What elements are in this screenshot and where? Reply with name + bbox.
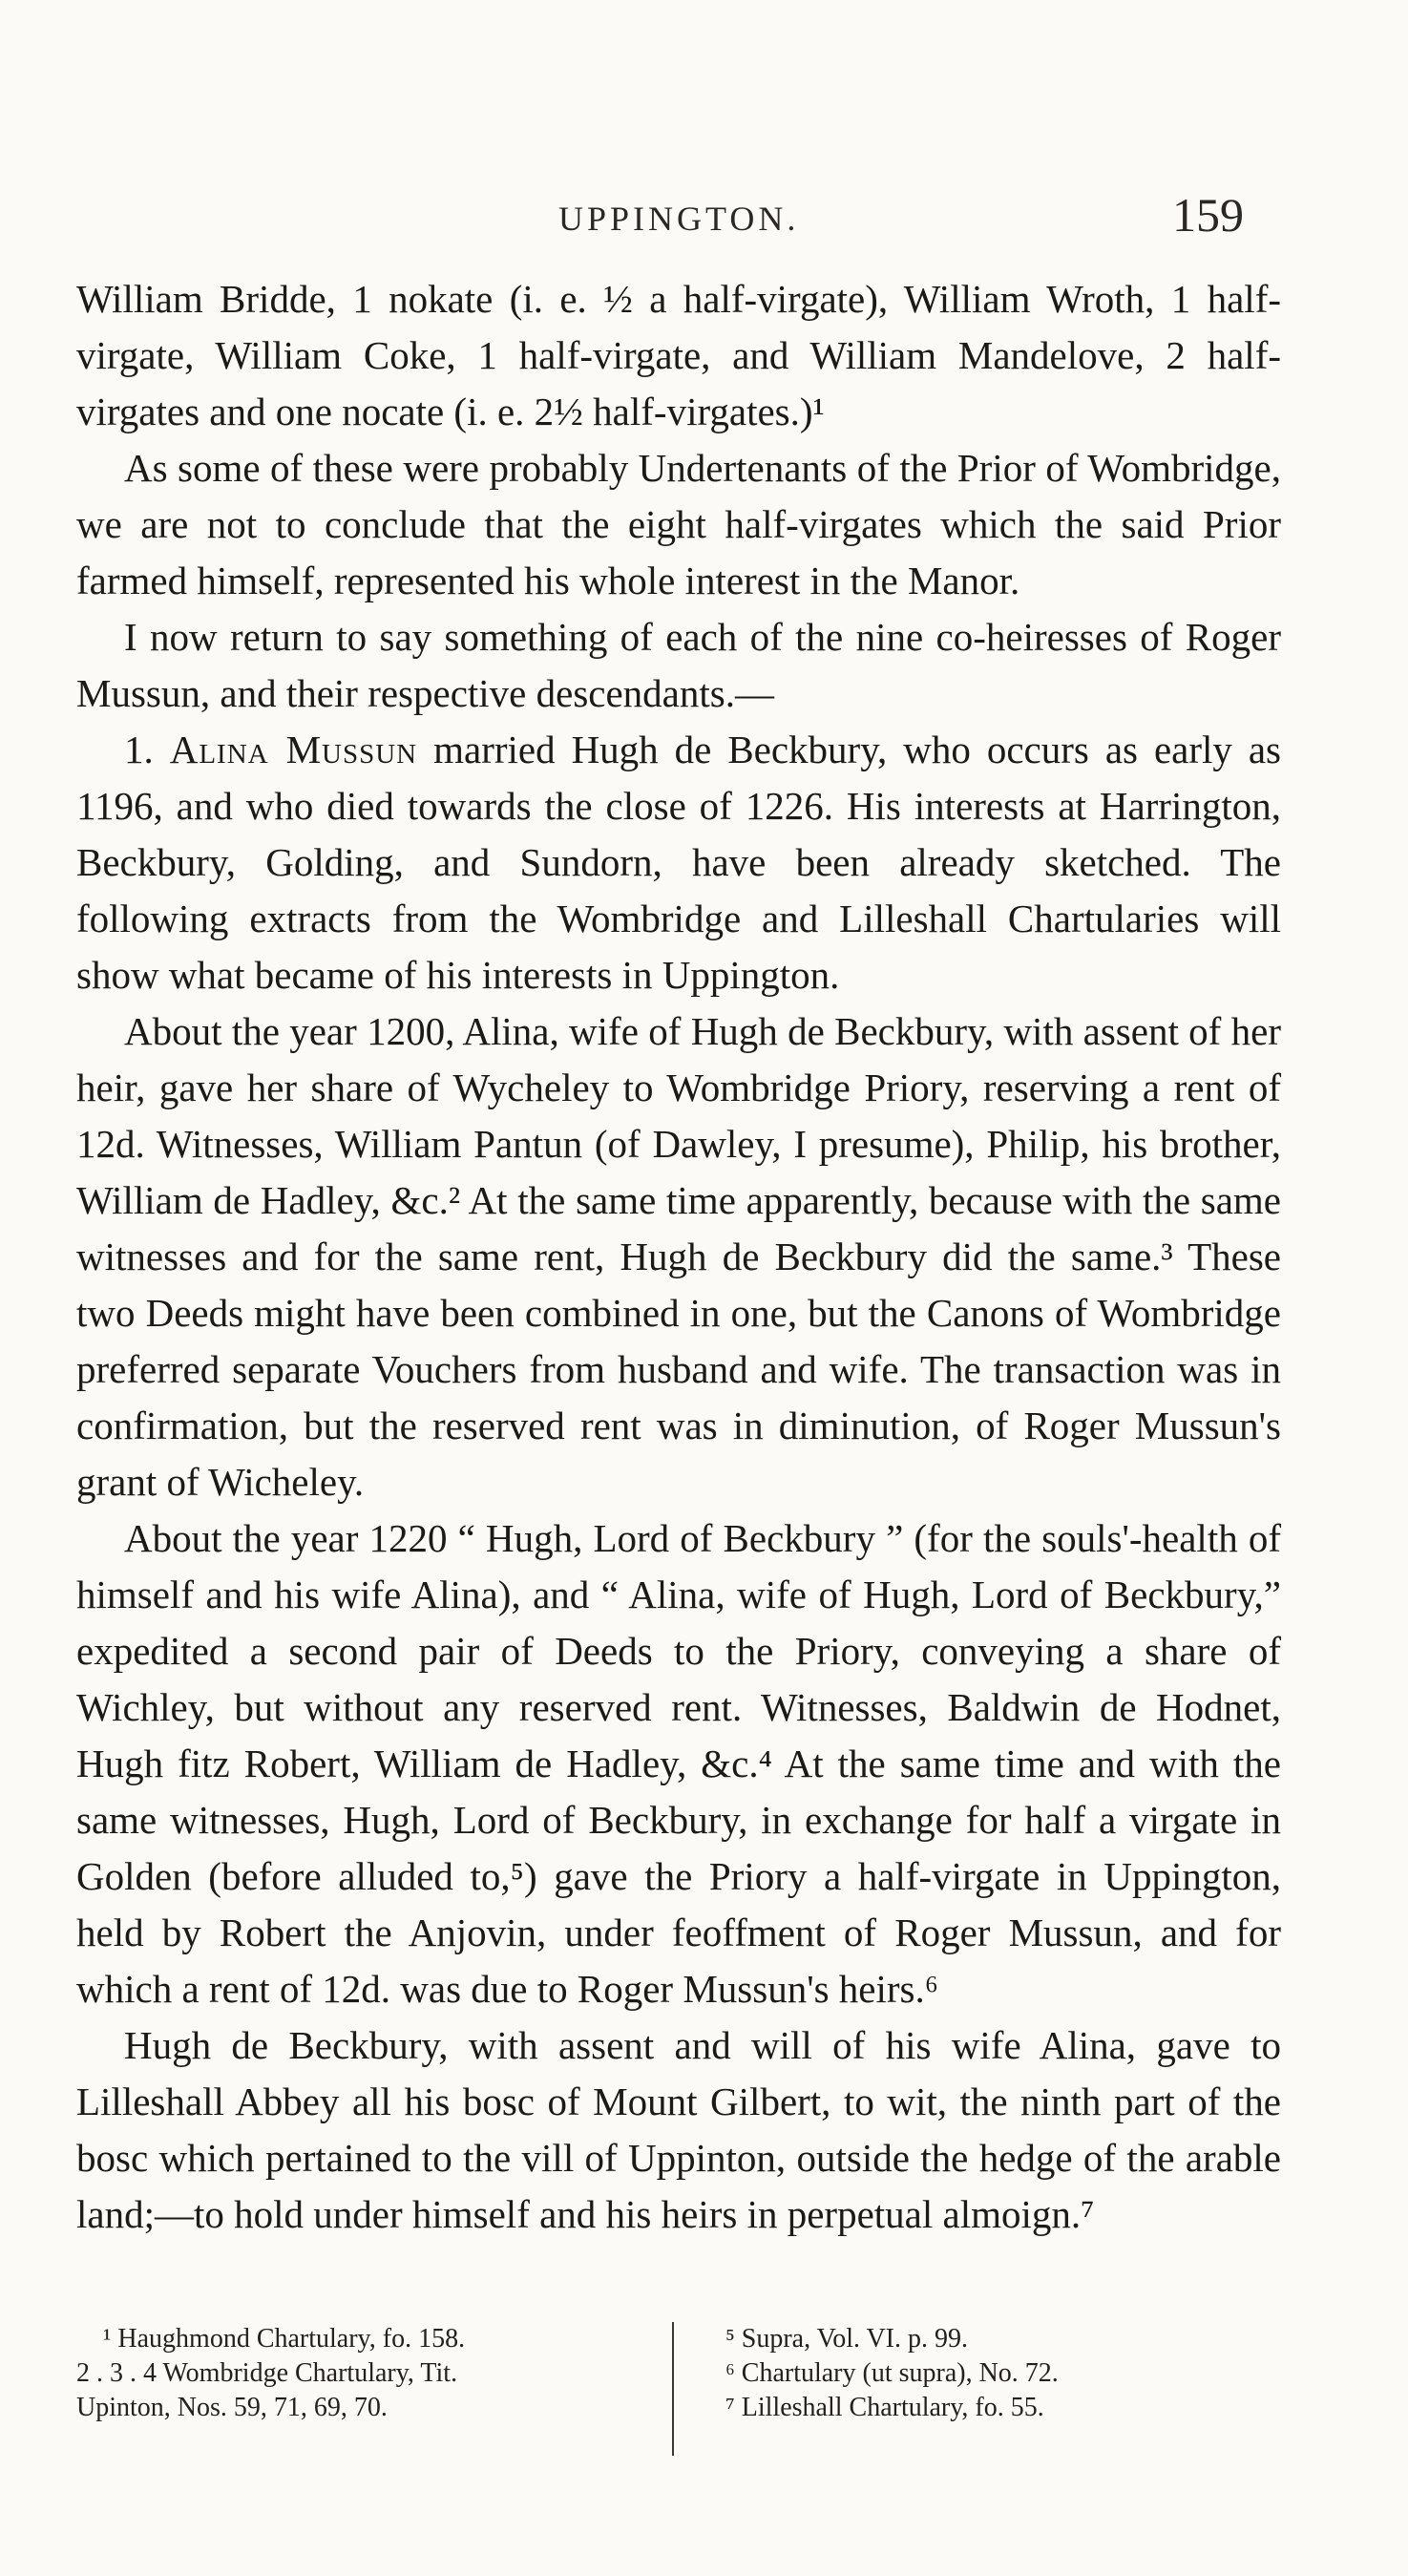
footnote-7: ⁷ Lilleshall Chartulary, fo. 55. [725,2393,1044,2422]
body-text [76,271,1281,2243]
footnote-2-3-4-continued: Upinton, Nos. 59, 71, 69, 70. [76,2393,388,2422]
paragraph-3: I now return to say something of each of the nine co-heiresses of Roger Mussun, and their respective descendants.— [76,615,1281,715]
footnote-divider [672,2322,674,2456]
paragraph-alina [76,722,1281,1003]
paragraph-2: As some of these were probably Undertenants of the Prior of Wombridge, we are not to conclude that the eight half-virgates which the said Prior farmed himself, represented his whole interest in the Manor. [76,446,1281,602]
paragraph-4: About the year 1200, Alina, wife of Hugh de Beckbury, with assent of her heir, gave her share of Wycheley to Wombridge Priory, reserving a rent of 12d. Witnesses, William Pantun (of Dawley, I presume), Philip, his brother, William de Hadley, &c.² At the same time apparently, because with the same witnesses and for the same rent, Hugh de Beckbury did the same.³ These two Deeds might have been combined in one, but the Canons of Wombridge preferred separate Vouchers from husband and wife. The transaction was in confirmation, but the reserved rent was in diminution, of Roger Mussun's grant of Wicheley. [76,1009,1281,1504]
footnotes-right-column [725,2322,1281,2425]
alina-text: married Hugh de Beckbury, who occurs as early as 1196, and who died towards the close of 1226. His interests at Harrington, Beckbury, Golding, and Sundorn, have been already sketched. The following extracts from the Wombridge and Lilleshall Chartularies will show what became of his interests in Uppington. [76,728,1282,997]
alina-number: 1. [124,728,154,771]
footnote-2-3-4: 2 . 3 . 4 Wombridge Chartulary, Tit. [76,2358,458,2388]
paragraph-1: William Bridde, 1 nokate (i. e. ½ a half-virgate), William Wroth, 1 half-virgate, William Coke, 1 half-virgate, and William Mandelove, 2 half-virgates and one nocate (i. e. 2½ half-virgates.)¹ [76,277,1281,433]
alina-name: Alina Mussun [169,728,418,771]
footnote-1: ¹ Haughmond Chartulary, fo. 158. [103,2324,466,2354]
running-title: UPPINGTON. [558,200,800,238]
footnotes-left-column [76,2322,649,2425]
footnote-6: ⁶ Chartulary (ut supra), No. 72. [725,2358,1059,2388]
paragraph-5: About the year 1220 “ Hugh, Lord of Beckbury ” (for the souls'-health of himself and his wife Alina), and “ Alina, wife of Hugh, Lord of Beckbury,” expedited a second pair of Deeds to the Priory, conveying a share of Wichley, but without any reserved rent. Witnesses, Baldwin de Hodnet, Hugh fitz Robert, William de Hadley, &c.⁴ At the same time and with the same witnesses, Hugh, Lord of Beckbury, in exchange for half a virgate in Golden (before alluded to,⁵) gave the Priory a half-virgate in Uppington, held by Robert the Anjovin, under feoffment of Roger Mussun, and for which a rent of 12d. was due to Roger Mussun's heirs.⁶ [76,1516,1281,2011]
paragraph-6: Hugh de Beckbury, with assent and will of his wife Alina, gave to Lilleshall Abbey all his bosc of Mount Gilbert, to wit, the ninth part of the bosc which pertained to the vill of Uppinton, outside the hedge of the arable land;—to hold under himself and his heirs in perpetual almoign.⁷ [76,2023,1281,2236]
running-head [0,187,1408,244]
footnote-5: ⁵ Supra, Vol. VI. p. 99. [725,2324,969,2354]
page-number: 159 [1172,188,1244,242]
